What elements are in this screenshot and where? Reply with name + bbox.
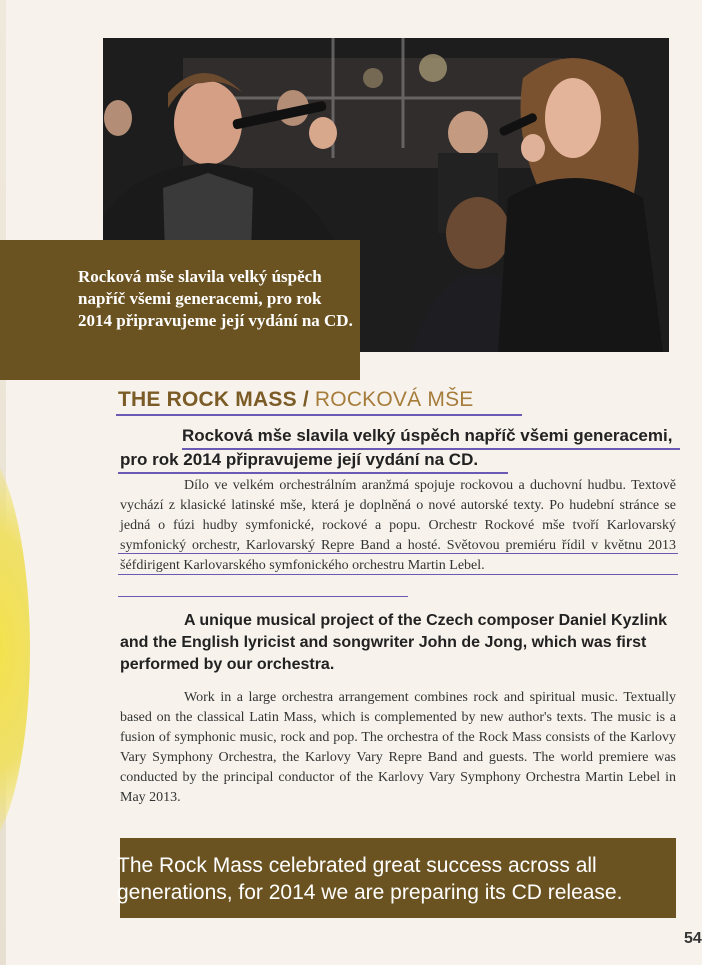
bottom-banner-text: The Rock Mass celebrated great success across all generations, for 2014 we are preparing its CD release. xyxy=(117,854,623,904)
body-en xyxy=(120,688,676,808)
annotation-line xyxy=(118,472,508,474)
annotation-line xyxy=(118,596,408,597)
article-title xyxy=(118,388,473,412)
page-number: 54 xyxy=(684,930,702,947)
yellow-decorative-glow xyxy=(0,440,30,860)
lead-en xyxy=(120,610,680,676)
photo-caption: Rocková mše slavila velký úspěch napříč všemi generacemi, pro rok 2014 připravujeme její vydání na CD. xyxy=(78,267,353,330)
annotation-line xyxy=(118,574,678,575)
title-en: THE ROCK MASS xyxy=(118,388,297,411)
title-underline xyxy=(116,414,522,416)
annotation-line xyxy=(118,553,678,554)
body-cz xyxy=(120,476,676,576)
lead-cz-line1: Rocková mše slavila velký úspěch napříč všemi generacemi, xyxy=(182,426,673,445)
lead-cz-line2: pro rok 2014 připravujeme její vydání na CD. xyxy=(120,450,479,469)
annotation-line xyxy=(182,448,680,450)
body-en-text: Work in a large orchestra arrangement combines rock and spiritual music. Textually based on the classical Latin Mass, which is complemented by new author's texts. The music is a fusion of symphonic music, rock and pop. The orchestra of the Rock Mass consists of the Karlovy Vary Symphony Orchestra, the Karlovy Vary Repre Band and guests. The world premiere was conducted by the principal conductor of the Karlovy Vary Symphony Orchestra Martin Lebel in May 2013. xyxy=(120,690,676,805)
title-cz: ROCKOVÁ MŠE xyxy=(314,388,474,411)
body-cz-text: Dílo ve velkém orchestrálním aranžmá spojuje rockovou a duchovní hudbu. Textově vychází z klasické latinské mše, která je doplněná o nové autorské texty. Po hudební stránce se jedná o fúzi hudby symfonické, rockové a popu. Orchestr Rockové mše tvoří Karlovarský symfonický orchestr, Karlovarský Repre Band a hosté. Světovou premiéru řídil v květnu 2013 šéfdirigent Karlovarského symfonického orchestru Martin Lebel. xyxy=(120,478,676,573)
lead-en-text: A unique musical project of the Czech composer Daniel Kyzlink and the English lyricist and songwriter John de Jong, which was first performed by our orchestra. xyxy=(120,612,668,673)
title-separator: / xyxy=(302,388,309,411)
